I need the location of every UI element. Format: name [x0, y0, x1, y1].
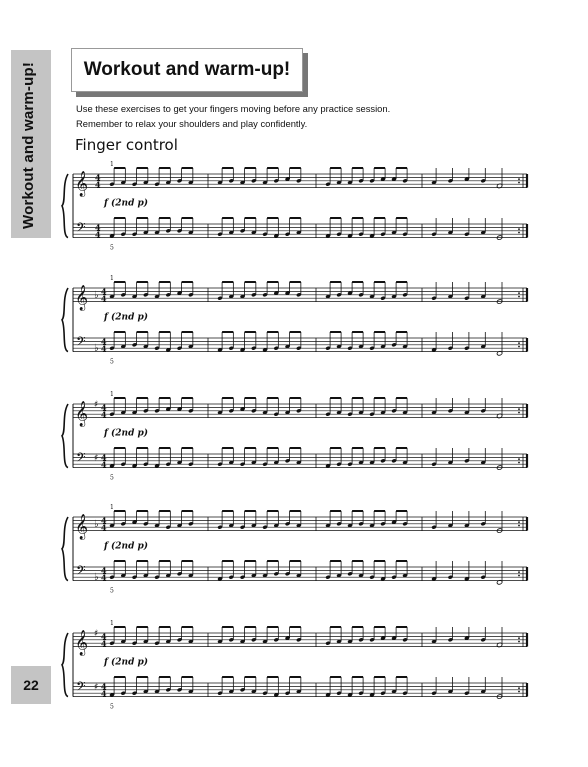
bass-clef-icon: 𝄢 — [76, 450, 86, 469]
brace — [62, 288, 68, 352]
lh-fingering: 5 — [110, 587, 114, 595]
repeat-dot — [518, 462, 520, 464]
repeat-dot — [518, 458, 520, 460]
repeat-dot — [518, 346, 520, 348]
lh-fingering: 5 — [110, 703, 114, 711]
flat-sign: ♭ — [94, 289, 99, 301]
sharp-sign: ♯ — [94, 400, 99, 410]
dynamic-marking: f (2nd p) — [104, 657, 149, 668]
time-sig-top: 4 — [101, 402, 107, 413]
time-sig-bottom: 4 — [101, 343, 107, 354]
repeat-dot — [518, 525, 520, 527]
rh-fingering: 1 — [110, 161, 114, 168]
dynamic-marking: f (2nd p) — [104, 428, 149, 439]
bass-clef-icon: 𝄢 — [76, 679, 86, 698]
lh-fingering: 5 — [110, 244, 114, 252]
repeat-dot — [518, 575, 520, 577]
brace — [62, 633, 68, 697]
treble-clef-icon: 𝄞 — [75, 171, 89, 197]
dynamic-marking: f (2nd p) — [104, 312, 149, 323]
rh-fingering: 1 — [110, 620, 114, 627]
flat-sign: ♭ — [94, 518, 99, 530]
rh-fingering: 1 — [110, 275, 114, 282]
repeat-dot — [518, 178, 520, 180]
repeat-dot — [518, 637, 520, 639]
repeat-dot — [518, 521, 520, 523]
treble-clef-icon: 𝄞 — [75, 514, 89, 540]
repeat-dot — [518, 408, 520, 410]
repeat-dot — [518, 228, 520, 230]
sharp-sign: ♯ — [94, 453, 99, 464]
treble-clef-icon: 𝄞 — [75, 285, 89, 311]
time-sig-top: 4 — [101, 515, 107, 526]
brace — [62, 517, 68, 581]
repeat-dot — [518, 232, 520, 234]
time-sig-bottom: 4 — [101, 638, 107, 649]
time-sig-top: 4 — [95, 222, 101, 233]
time-sig-top: 4 — [101, 286, 107, 297]
intro-line-1: Use these exercises to get your fingers moving before any practice session. — [76, 103, 391, 114]
flat-sign: ♭ — [94, 343, 99, 355]
repeat-dot — [518, 292, 520, 294]
bass-clef-icon: 𝄢 — [76, 220, 86, 239]
side-tab-label: Workout and warm-up! — [20, 61, 37, 229]
time-sig-bottom: 4 — [101, 688, 107, 699]
time-sig-bottom: 4 — [101, 459, 107, 470]
treble-clef-icon: 𝄞 — [75, 630, 89, 656]
time-sig-top: 4 — [101, 336, 107, 347]
repeat-dot — [518, 641, 520, 643]
time-sig-top: 4 — [101, 452, 107, 463]
page-number: 22 — [11, 666, 51, 704]
page-title: Workout and warm-up! — [83, 59, 291, 80]
intro-line-2: Remember to relax your shoulders and play confidently. — [76, 118, 308, 129]
treble-clef-icon: 𝄞 — [75, 401, 89, 427]
repeat-dot — [518, 342, 520, 344]
time-sig-top: 4 — [101, 565, 107, 576]
time-sig-bottom: 4 — [95, 179, 101, 190]
time-sig-top: 4 — [95, 172, 101, 183]
lh-fingering: 5 — [110, 358, 114, 366]
dynamic-marking: f (2nd p) — [104, 198, 149, 209]
time-sig-bottom: 4 — [101, 522, 107, 533]
time-sig-bottom: 4 — [95, 229, 101, 240]
repeat-dot — [518, 182, 520, 184]
time-sig-bottom: 4 — [101, 409, 107, 420]
sharp-sign: ♯ — [94, 629, 99, 639]
section-title: Finger control — [75, 136, 178, 154]
brace — [62, 404, 68, 468]
repeat-dot — [518, 687, 520, 689]
repeat-dot — [518, 571, 520, 573]
brace — [62, 174, 68, 238]
sharp-sign: ♯ — [94, 682, 99, 693]
repeat-dot — [518, 691, 520, 693]
rh-fingering: 1 — [110, 504, 114, 511]
lh-fingering: 5 — [110, 474, 114, 482]
flat-sign: ♭ — [94, 572, 99, 584]
bass-clef-icon: 𝄢 — [76, 563, 86, 582]
bass-clef-icon: 𝄢 — [76, 334, 86, 353]
time-sig-bottom: 4 — [101, 572, 107, 583]
time-sig-top: 4 — [101, 681, 107, 692]
dynamic-marking: f (2nd p) — [104, 541, 149, 552]
rh-fingering: 1 — [110, 391, 114, 398]
repeat-dot — [518, 412, 520, 414]
repeat-dot — [518, 296, 520, 298]
time-sig-top: 4 — [101, 631, 107, 642]
time-sig-bottom: 4 — [101, 293, 107, 304]
